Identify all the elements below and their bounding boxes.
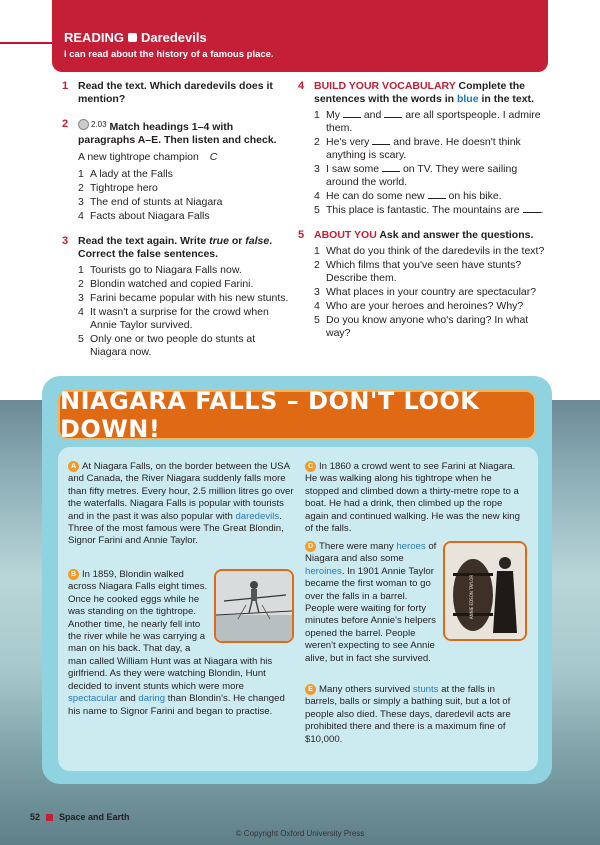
article-headline: NIAGARA FALLS – DON'T LOOK DOWN! [58,390,536,440]
unit-name: Space and Earth [59,812,130,822]
exercise-instruction: Read the text again. Write true or false. Correct the false sentences. [78,235,273,260]
list-item: 3 The end of stunts at Niagara [78,196,223,208]
list-item: 3 Farini became popular with his new stunts. [78,292,289,304]
list-item: 5 Only one or two people do stunts at Niagara now. [78,333,256,358]
statement-list [78,264,292,359]
list-item: 2 He's very and brave. He doesn't think anything is scary. [314,136,521,161]
answer-blank[interactable] [428,190,446,199]
answer-blank[interactable] [382,163,400,172]
list-item: 2 Tightrope hero [78,182,158,194]
annie-taylor-barrel-photo [443,541,527,641]
lesson-name: Daredevils [140,30,207,45]
question-list [314,245,548,340]
exercise-number: 1 [62,80,69,92]
copyright-notice: © Copyright Oxford University Press [235,829,365,838]
paragraph-tag: B [68,569,79,580]
exercise-2 [62,118,292,223]
exercise-instruction: BUILD YOUR VOCABULARY Complete the sentences with the words in blue in the text. [314,80,534,105]
gap-fill-list [314,109,548,217]
keyword: stunts [412,684,439,696]
exercise-instruction: 2.03 Match headings 1–4 with paragraphs A–E. Then listen and check. [78,120,277,146]
paragraph-c: C In 1860 a crowd went to see Farini at Niagara. He was walking along his tightrope when he stopped and climbed down a thirty-metre rope to a boat. He had a drink, then climbed up the rope again and continued walking. He was the new king of the falls. [305,461,520,535]
exercise-3 [62,235,292,359]
example-answer: C [209,151,218,163]
list-item: 1 What do you think of the daredevils in the text? [314,245,545,257]
tightrope-walker-illustration [216,571,292,641]
paragraph-tag: E [305,684,316,695]
answer-blank[interactable] [384,109,402,118]
list-item: 4 It wasn't a surprise for the crowd when Annie Taylor survived. [78,306,269,331]
page-footer [30,812,130,822]
list-item: 2 Blondin watched and copied Farini. [78,278,254,290]
unit-marker-icon [46,814,53,821]
exercises-right-column [298,80,548,352]
list-item: 4 Facts about Niagara Falls [78,210,210,222]
paragraph-a: A At Niagara Falls, on the border between the USA and Canada, the River Niagara suddenly falls more than fifty metres. Every hour, 2.5 million litres go over the waterfalls. Niagara Falls is popular with tourists and in the past it was also popular with daredevils. Three of the most famous were The Great Blondin, Signor Farini and Annie Taylor. [68,461,294,547]
list-item: 2 Which films that you've seen have stunts? Describe them. [314,259,522,284]
keyword: daredevils [235,510,280,522]
paragraph-tag: D [305,541,316,552]
exercises-left-column [62,80,292,371]
exercise-label: ABOUT YOU [314,229,377,241]
blondin-tightrope-photo [214,569,294,643]
lesson-header [52,0,548,72]
exercise-5 [298,229,548,340]
exercise-1 [62,80,292,106]
answer-blank[interactable] [523,204,541,213]
keyword: daring [138,693,166,705]
keyword: heroines [305,565,342,577]
exercise-instruction: ABOUT YOU Ask and answer the questions. [314,229,534,241]
list-item: 5 Do you know anyone who's daring? In what way? [314,314,529,339]
keyword: heroes [396,541,426,553]
exercise-label: BUILD YOUR VOCABULARY [314,80,456,92]
list-item: 3 I saw some on TV. They were sailing around the world. [314,163,518,188]
list-item: 4 He can do some new on his bike. [314,190,502,202]
list-item: 3 What places in your country are spectacular? [314,286,537,298]
exercise-number: 3 [62,235,69,247]
paragraph-b: B In 1859, Blondin walked across Niagara Falls eight times. Once he cooked eggs while he was standing on the tightrope. Another time, he nearly fell into the river while he was carrying a man on his back. That day, a man called William Hunt was at Niagara with his girlfriend. As they were watching Blondin, Hunt decided to invent stunts which were more spectacular and daring than Blondin's. He changed his name to Signor Farini and began to practise. [68,569,294,718]
paragraph-tag: C [305,461,316,472]
list-item: 4 Who are your heroes and heroines? Why? [314,300,524,312]
audio-cd-icon [78,119,89,130]
exercise-number: 5 [298,229,305,241]
audio-track[interactable] [78,118,107,131]
answer-blank[interactable] [343,109,361,118]
list-item: 1 A lady at the Falls [78,168,173,180]
exercise-number: 4 [298,80,305,92]
barrel-label: ANNIE EDSON TAYLOR [469,574,474,620]
paragraph-e: E Many others survived stunts at the falls in barrels, balls or simply a bathing suit, but a lot of people also died. These days, daredevil acts are prohibited there and there is a maximum fine of $10,000. [305,684,511,745]
exercise-instruction: Read the text. Which daredevils does it mention? [78,80,273,105]
list-item: 1 Tourists go to Niagara Falls now. [78,264,242,276]
paragraph-d: ANNIE EDSON TAYLOR D There were many heroes of Niagara and also some heroines. In 1901 Annie Taylor became the first woman to go over the falls in a barrel. People were waiting for forty minutes before Annie's helpers opened the barrel. People weren't expecting to see Annie alive, but in fact she survived. [305,541,527,665]
bullet-square-icon [128,33,137,42]
answer-blank[interactable] [372,136,390,145]
heading-list [78,168,292,223]
paragraph-tag: A [68,461,79,472]
example-line: A new tightrope champion C [78,151,218,163]
exercise-4 [298,80,548,217]
audio-track-number: 2.03 [91,120,107,129]
page-number: 52 [30,812,41,822]
keyword: spectacular [68,693,118,705]
section-label: READING [64,30,124,45]
barrel-illustration [445,543,525,639]
list-item: 1 My and are all sportspeople. I admire them. [314,109,541,134]
exercise-number: 2 [62,118,69,130]
lesson-objective: I can read about the history of a famous place. [64,49,274,60]
list-item: 5 This place is fantastic. The mountains are . [314,204,544,216]
lesson-title [64,30,548,45]
